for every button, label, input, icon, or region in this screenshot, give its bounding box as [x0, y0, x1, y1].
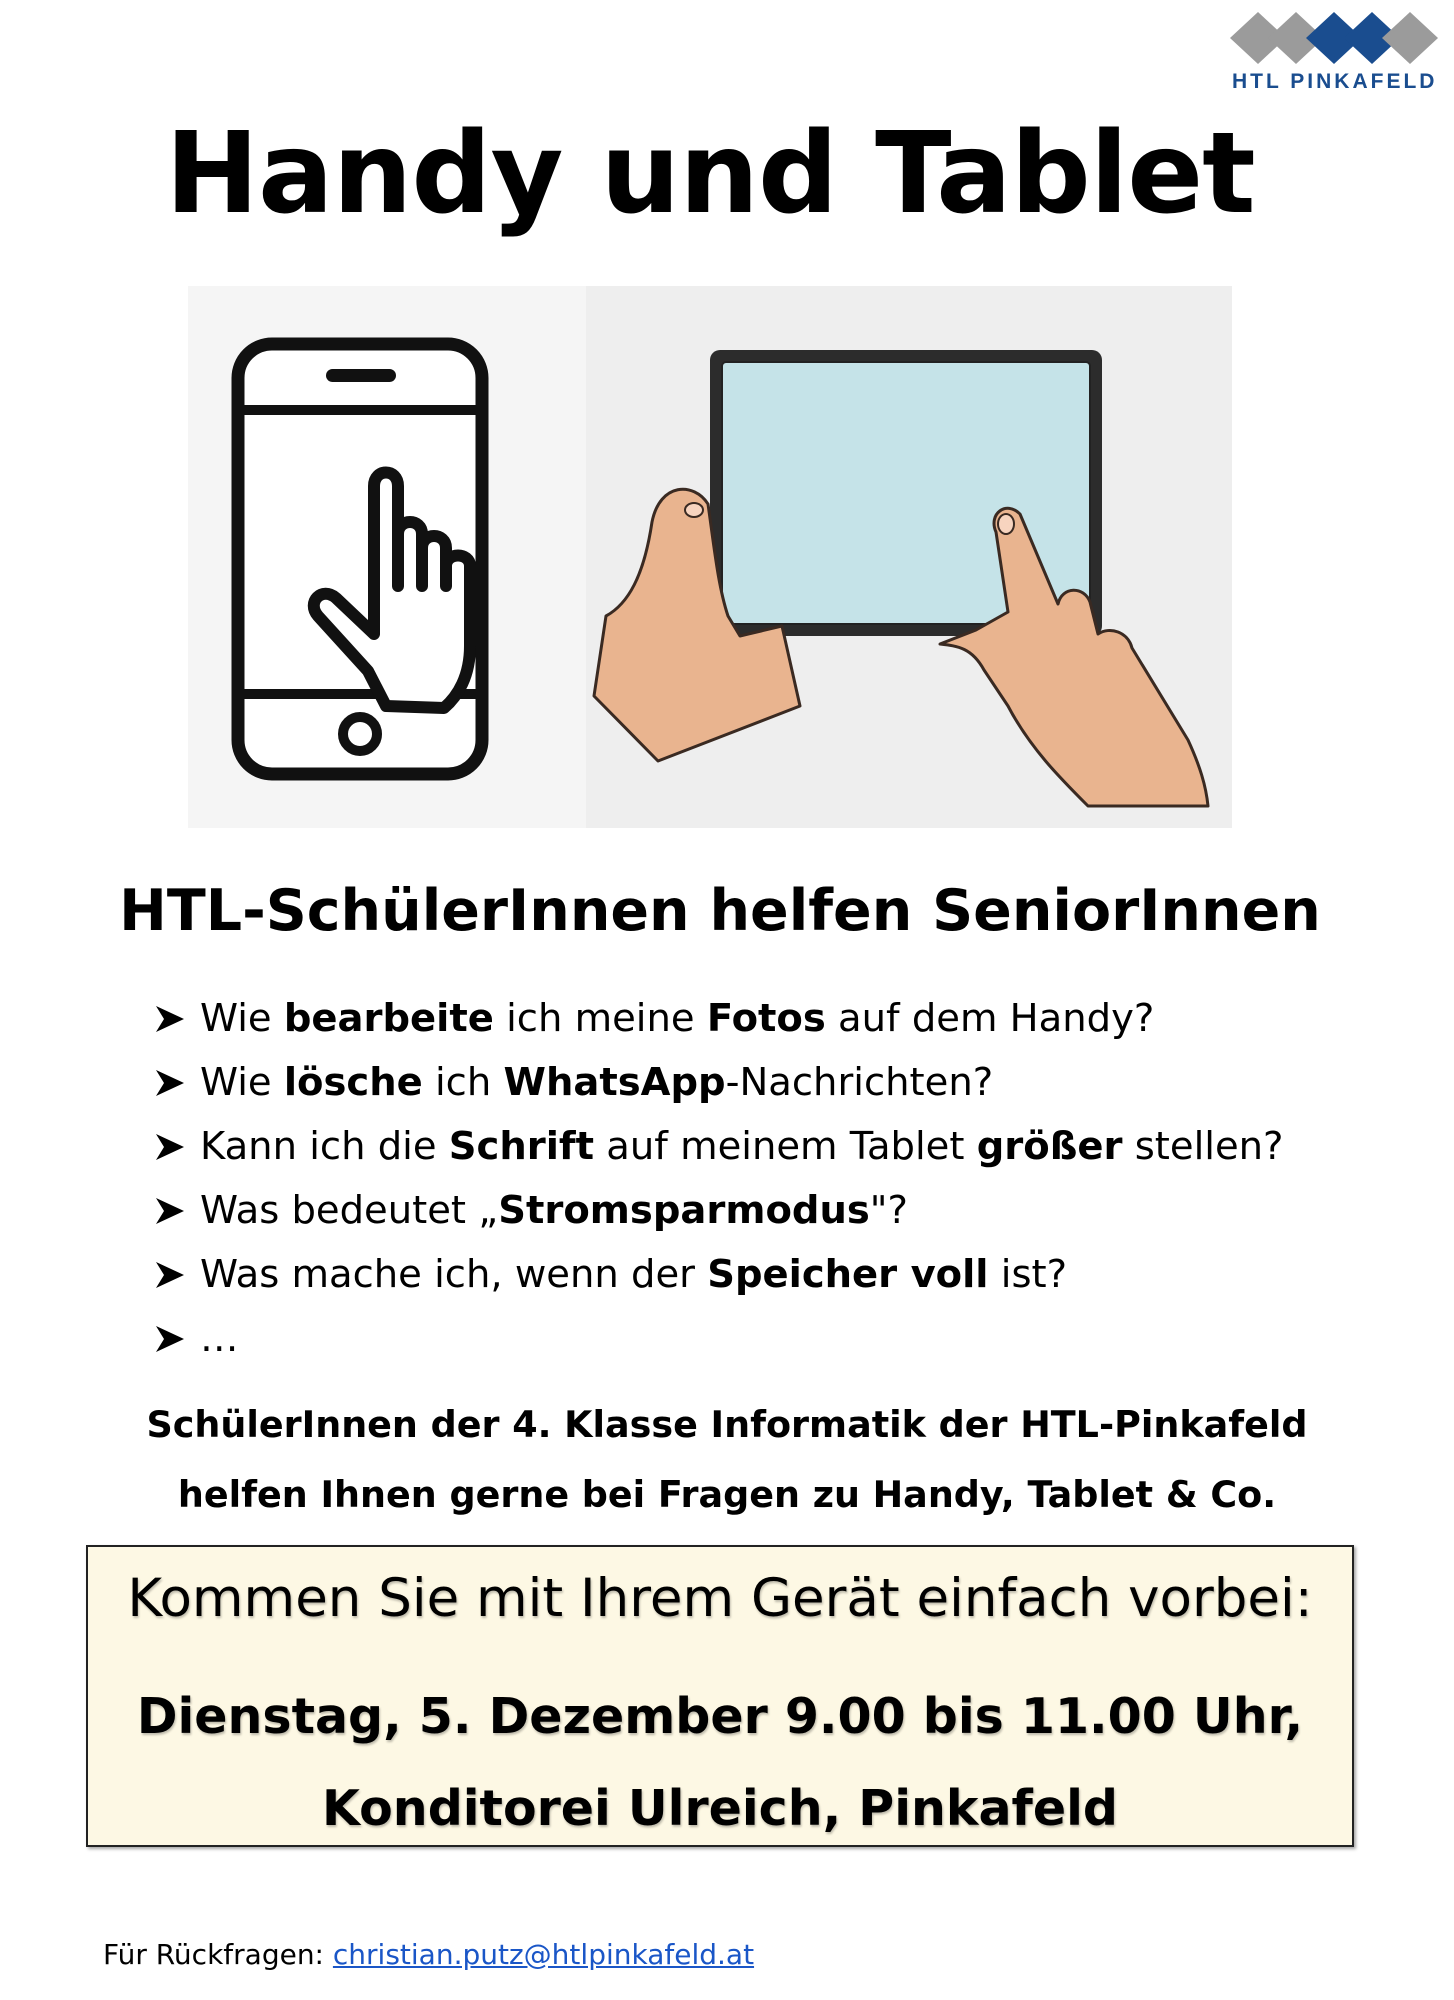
event-date-time: Dienstag, 5. Dezember 9.00 bis 11.00 Uhr,	[136, 1688, 1304, 1745]
question-fragment: Was bedeutet „	[200, 1188, 499, 1233]
devices-illustration	[188, 286, 1232, 828]
page-title: Handy und Tablet	[165, 109, 1255, 239]
question-keyword: bearbeite	[283, 996, 494, 1041]
footer-contact	[103, 1935, 754, 1975]
question-text	[200, 1243, 1067, 1307]
question-keyword: Schrift	[448, 1124, 595, 1169]
question-item	[154, 1307, 1284, 1371]
question-fragment: ich meine	[493, 996, 707, 1041]
arrow-bullet-icon	[154, 1004, 186, 1034]
helper-line-1: SchülerInnen der 4. Klasse Informatik der HTL-Pinkafeld	[146, 1403, 1308, 1446]
contact-email-link[interactable]: christian.putz@htlpinkafeld.at	[332, 1938, 755, 1971]
question-fragment: -Nachrichten?	[725, 1060, 994, 1105]
question-keyword: Speicher voll	[707, 1252, 989, 1297]
arrow-bullet-icon	[154, 1324, 186, 1354]
arrow-bullet-icon	[154, 1260, 186, 1290]
helper-text	[0, 1390, 1454, 1530]
question-item	[154, 987, 1284, 1051]
helper-line-2: helfen Ihnen gerne bei Fragen zu Handy, Tablet & Co.	[177, 1473, 1277, 1516]
question-fragment: Wie	[200, 1060, 284, 1105]
invitation-box	[86, 1545, 1354, 1847]
question-item	[154, 1115, 1284, 1179]
question-fragment: …	[200, 1316, 239, 1361]
question-fragment: auf meinem Tablet	[594, 1124, 977, 1169]
question-item	[154, 1051, 1284, 1115]
question-text	[200, 1051, 993, 1115]
smartphone-touch-icon	[188, 286, 586, 828]
question-fragment: Kann ich die	[200, 1124, 449, 1169]
question-keyword: WhatsApp	[503, 1060, 726, 1105]
arrow-bullet-icon	[154, 1132, 186, 1162]
question-text	[200, 1307, 239, 1371]
logo-diamond-5	[1382, 12, 1438, 64]
question-fragment: Wie	[200, 996, 284, 1041]
invitation-lead: Kommen Sie mit Ihrem Gerät einfach vorbei:	[127, 1568, 1313, 1629]
question-fragment: "?	[869, 1188, 908, 1233]
question-item	[154, 1243, 1284, 1307]
logo-diamonds	[1230, 12, 1438, 64]
question-fragment: stellen?	[1122, 1124, 1284, 1169]
question-keyword: Fotos	[706, 996, 826, 1041]
question-fragment: Was mache ich, wenn der	[200, 1252, 708, 1297]
question-fragment: ich	[422, 1060, 504, 1105]
event-location: Konditorei Ulreich, Pinkafeld	[322, 1780, 1118, 1837]
question-text	[200, 987, 1154, 1051]
logo-text: HTL PINKAFELD	[1232, 70, 1438, 93]
question-fragment: ist?	[988, 1252, 1068, 1297]
footer-label: Für Rückfragen:	[103, 1938, 333, 1971]
question-text	[200, 1179, 908, 1243]
tablet-hands-icon	[586, 286, 1232, 828]
arrow-bullet-icon	[154, 1196, 186, 1226]
question-fragment: auf dem Handy?	[825, 996, 1155, 1041]
arrow-bullet-icon	[154, 1068, 186, 1098]
question-keyword: größer	[976, 1124, 1123, 1169]
question-keyword: Stromsparmodus	[498, 1188, 870, 1233]
question-text	[200, 1115, 1284, 1179]
subtitle: HTL-SchülerInnen helfen SeniorInnen	[119, 878, 1321, 944]
question-keyword: lösche	[283, 1060, 423, 1105]
question-list	[154, 987, 1284, 1371]
question-item	[154, 1179, 1284, 1243]
